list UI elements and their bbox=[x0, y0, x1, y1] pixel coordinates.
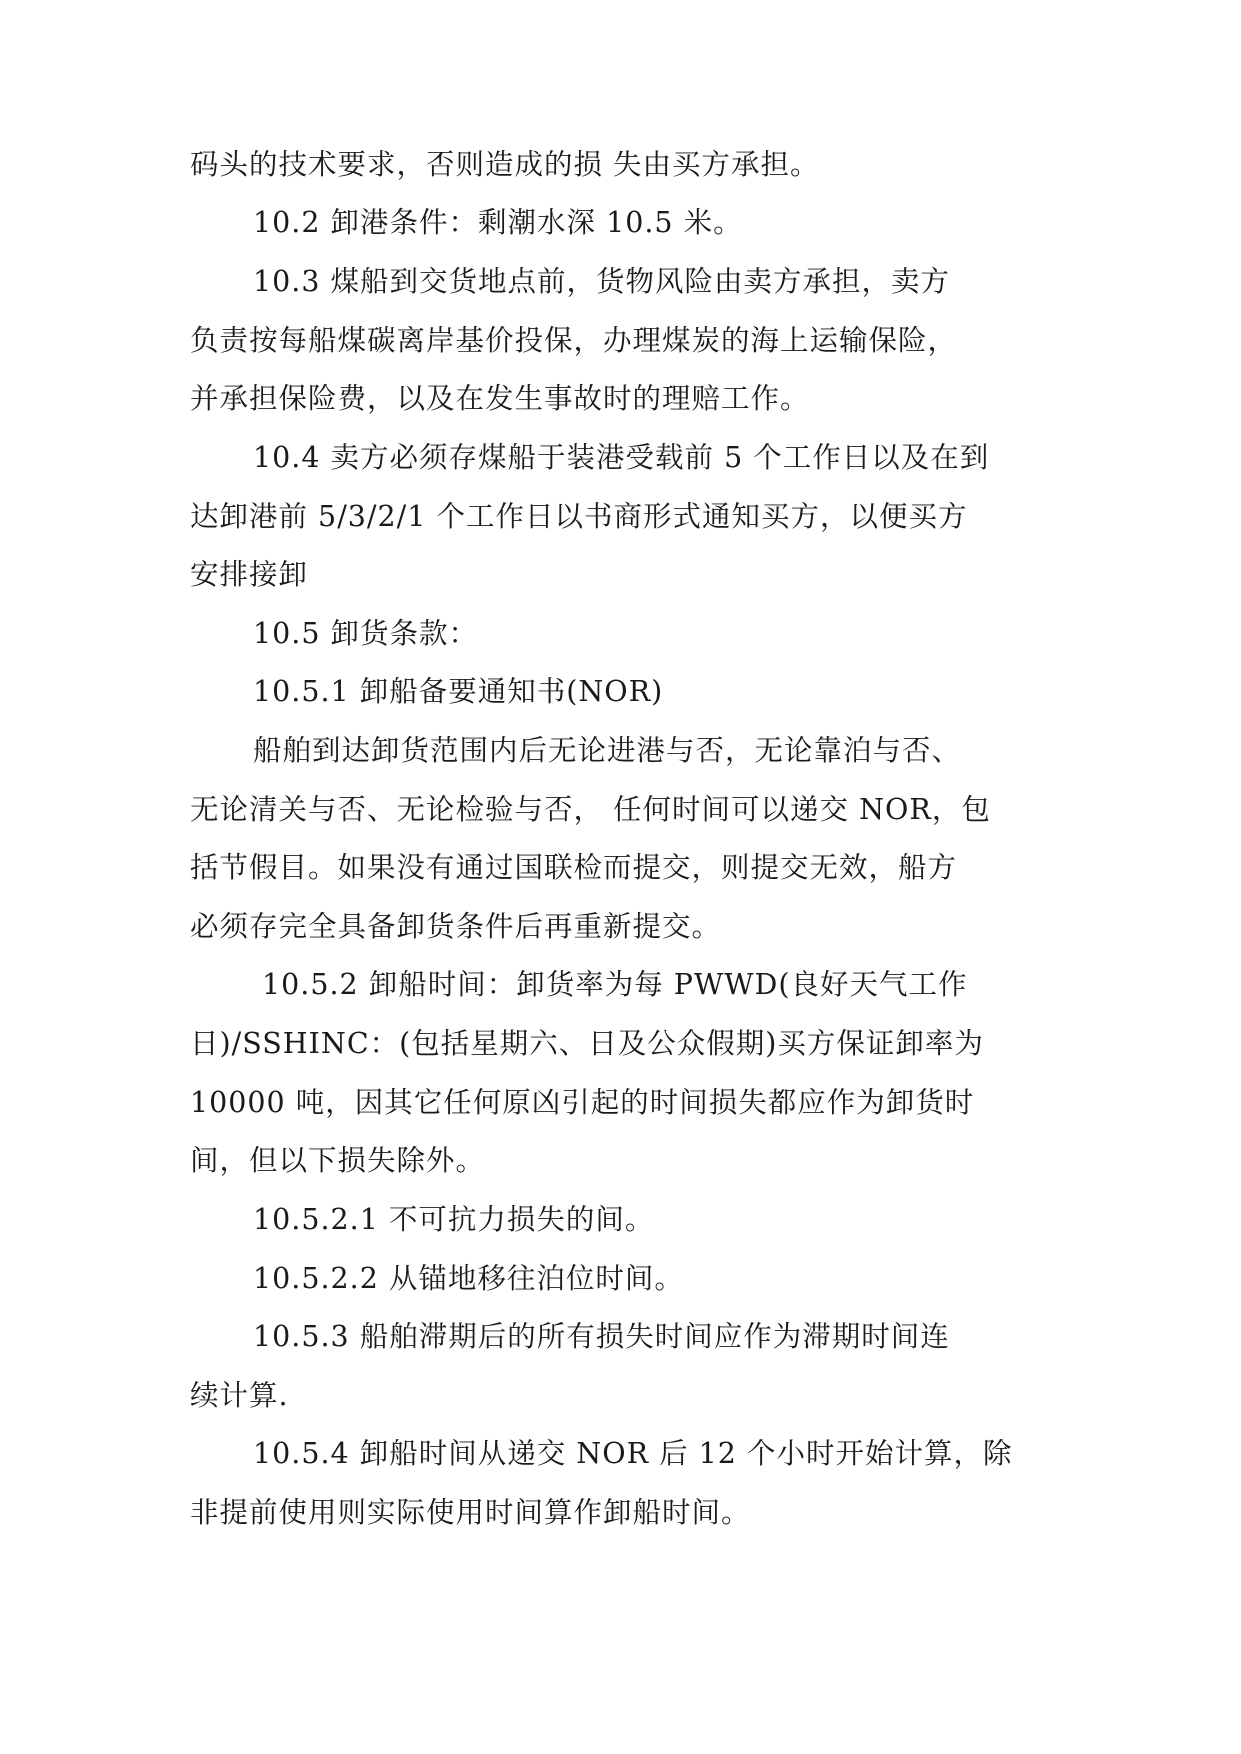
text-line-5: 并承担保险费，以及在发生事故时的理赔工作。 bbox=[190, 382, 810, 415]
text-line-4: 负责按每船煤碳离岸基价投保，办理煤炭的海上运输保险， bbox=[190, 324, 958, 357]
text-line-17: 10000 吨，因其它任何原凶引起的时间损失都应作为卸货时 bbox=[190, 1086, 975, 1119]
text-line-19: 10.5.2.1 不可抗力损失的间。 bbox=[253, 1203, 655, 1236]
text-line-13: 括节假目。如果没有通过国联检而提交，则提交无效，船方 bbox=[190, 851, 958, 884]
text-line-24: 非提前使用则实际使用时间算作卸船时间。 bbox=[190, 1496, 751, 1529]
text-line-2: 10.2 卸港条件：剩潮水深 10.5 米。 bbox=[253, 206, 743, 239]
text-line-11: 船舶到达卸货范围内后无论进港与否，无论靠泊与否、 bbox=[253, 734, 962, 767]
text-line-15: 10.5.2 卸船时间：卸货率为每 PWWD(良好天气工作 bbox=[262, 968, 968, 1001]
text-line-18: 间，但以下损失除外。 bbox=[190, 1144, 486, 1177]
text-line-1: 码头的技术要求，否则造成的损 失由买方承担。 bbox=[190, 148, 820, 181]
text-line-8: 安排接卸 bbox=[190, 558, 309, 591]
text-line-16: 日)/SSHINC：(包括星期六、日及公众假期)买方保证卸率为 bbox=[190, 1027, 984, 1060]
text-line-14: 必须存完全具备卸货条件后再重新提交。 bbox=[190, 910, 722, 943]
text-line-12: 无论清关与否、无论检验与否， 任何时间可以递交 NOR，包 bbox=[190, 793, 991, 826]
text-line-6: 10.4 卖方必须存煤船于装港受载前 5 个工作日以及在到 bbox=[253, 441, 990, 474]
text-line-10: 10.5.1 卸船备要通知书(NOR) bbox=[253, 675, 664, 708]
text-line-23: 10.5.4 卸船时间从递交 NOR 后 12 个小时开始计算，除 bbox=[253, 1437, 1013, 1470]
text-line-20: 10.5.2.2 从锚地移往泊位时间。 bbox=[253, 1262, 684, 1295]
text-line-7: 达卸港前 5/3/2/1 个工作日以书商形式通知买方，以便买方 bbox=[190, 500, 968, 533]
text-line-9: 10.5 卸货条款： bbox=[253, 617, 479, 650]
text-line-3: 10.3 煤船到交货地点前，货物风险由卖方承担，卖方 bbox=[253, 265, 951, 298]
text-line-21: 10.5.3 船舶滞期后的所有损失时间应作为滞期时间连 bbox=[253, 1320, 950, 1353]
text-line-22: 续计算. bbox=[190, 1379, 289, 1412]
